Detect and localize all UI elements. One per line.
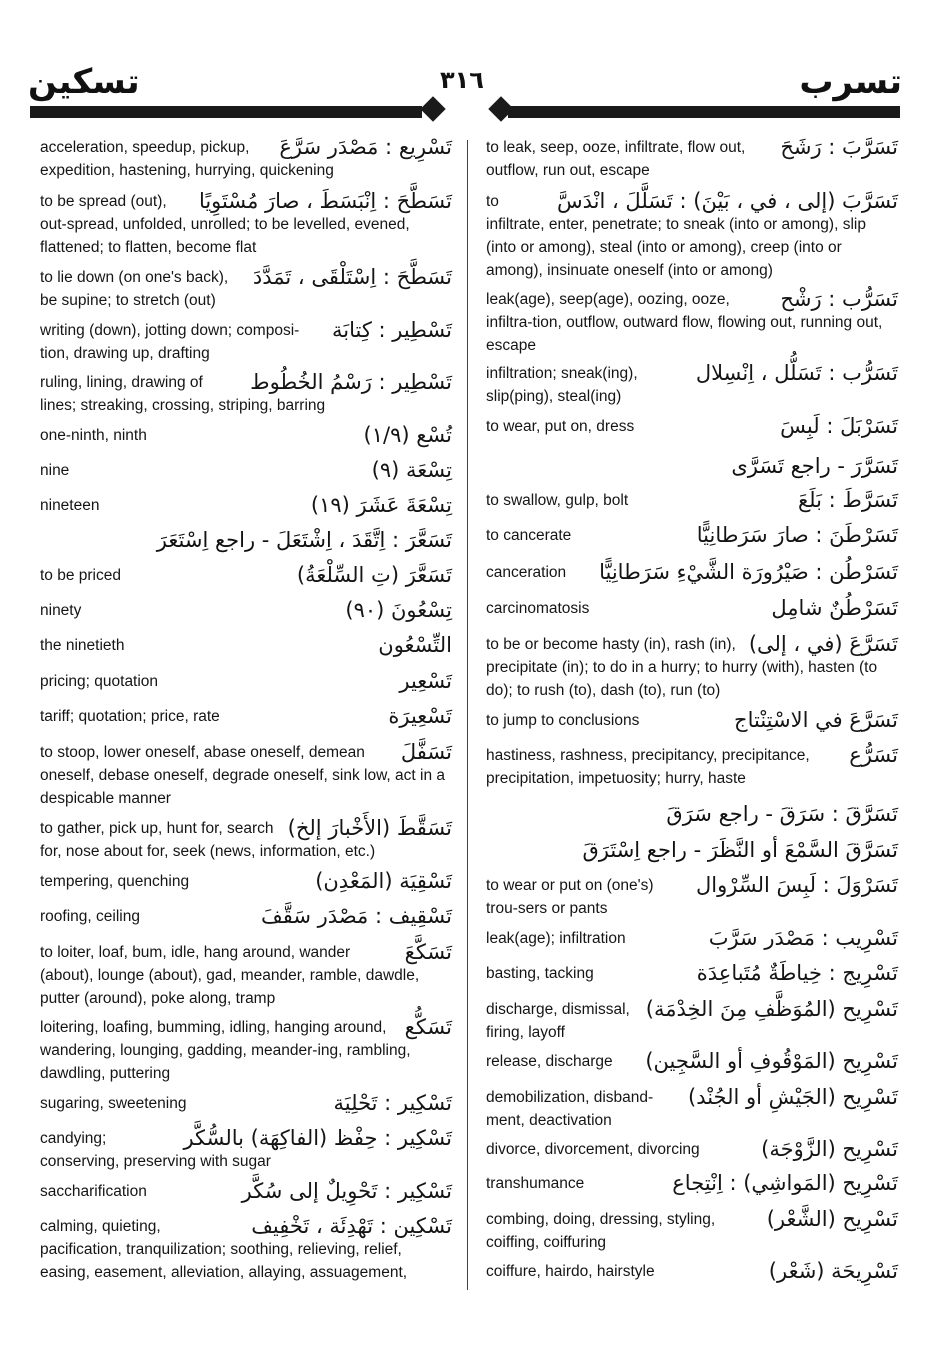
entry-definition bbox=[486, 709, 898, 732]
entry-definition bbox=[40, 266, 452, 312]
dictionary-entry bbox=[486, 1138, 898, 1161]
entry-definition bbox=[40, 941, 452, 1010]
entry-headword: تَسْرِيب : مَصْدَر سَرَّبَ bbox=[708, 926, 898, 950]
dictionary-entry bbox=[40, 1180, 452, 1203]
entry-headword: تَسَرَّعَ في الاسْتِنْتاج bbox=[734, 708, 898, 732]
diamond-ornament bbox=[420, 96, 445, 121]
entry-definition bbox=[40, 599, 452, 622]
entry-definition-text: to be or become hasty (in), rash (in), precipitate (in); to do in a hurry; to hurry (with), hasten (to do); to rush (to), dash (to), run (to) bbox=[486, 636, 878, 699]
dictionary-entry bbox=[40, 371, 452, 417]
dictionary-entry bbox=[40, 870, 452, 893]
dictionary-entry bbox=[40, 459, 452, 482]
dictionary-entry bbox=[40, 319, 452, 365]
entry-headword: تَسَكَّعَ bbox=[404, 940, 452, 964]
entry-definition-text: demobilization, disband-ment, deactivation bbox=[486, 1089, 654, 1129]
entry-definition bbox=[40, 371, 452, 417]
entry-definition bbox=[486, 1260, 898, 1283]
dictionary-entry bbox=[486, 288, 898, 357]
entry-definition bbox=[486, 1172, 898, 1195]
entry-headword: تَسَقَّطَ (الأَخْبارَ إلخ) bbox=[287, 816, 452, 840]
entry-headword: تَسَرَّعَ (في ، إلى) bbox=[748, 632, 898, 656]
entry-headword: تَسْرِيع : مَصْدَر سَرَّعَ bbox=[279, 135, 452, 159]
entry-definition bbox=[40, 1092, 452, 1115]
entry-headword: تَسْرِيح (المَوْقُوفِ أو السَّجِين) bbox=[645, 1049, 898, 1073]
entry-definition bbox=[40, 564, 452, 587]
entry-headword: تَسْكِير : تَحْلِيَة bbox=[333, 1091, 452, 1115]
entry-definition bbox=[486, 489, 898, 512]
entry-definition bbox=[40, 1016, 452, 1085]
entry-definition-text: transhumance bbox=[486, 1175, 585, 1192]
entry-definition-text: the ninetieth bbox=[40, 637, 125, 654]
dictionary-entry bbox=[486, 415, 898, 438]
entry-definition-text: carcinomatosis bbox=[486, 600, 590, 617]
dictionary-entry bbox=[486, 597, 898, 620]
entry-definition-text: sugaring, sweetening bbox=[40, 1095, 187, 1112]
entry-definition bbox=[486, 633, 898, 702]
entry-definition-text: discharge, dismissal, firing, layoff bbox=[486, 1001, 630, 1041]
entry-headword: تَسَرَّبَ (إلى ، في ، بَيْنَ) : تَسَلَّلَ ، انْدَسَّ bbox=[556, 189, 898, 213]
entry-definition-text: roofing, ceiling bbox=[40, 908, 140, 925]
entry-definition-text: to infiltrate, enter, penetrate; to sneak (into or among), slip (into or among), steal (into or among), creep (into or among), insinuate oneself (into or among) bbox=[486, 193, 866, 279]
entry-definition bbox=[486, 1086, 898, 1132]
dictionary-entry bbox=[40, 190, 452, 259]
entry-definition bbox=[486, 1138, 898, 1161]
entry-definition-text: coiffure, hairdo, hairstyle bbox=[486, 1263, 655, 1280]
entry-headword: تَسْطِير : كِتابَة bbox=[332, 318, 452, 342]
entry-definition bbox=[40, 190, 452, 259]
entry-headword: تَسَرَّقَ : سَرَقَ - راجع سَرَقَ bbox=[666, 802, 898, 826]
entry-definition bbox=[40, 905, 452, 928]
entry-definition bbox=[486, 874, 898, 920]
entry-definition-text: tariff; quotation; price, rate bbox=[40, 708, 220, 725]
entry-headword: تَسْعِيرَة bbox=[388, 704, 452, 728]
entry-definition-text: to jump to conclusions bbox=[486, 712, 640, 729]
entry-headword: تَسْكِير : تَحْوِيلٌ إلى سُكَّر bbox=[241, 1179, 452, 1203]
dictionary-entry bbox=[40, 634, 452, 657]
dictionary-entry bbox=[40, 1215, 452, 1284]
entry-definition bbox=[486, 1050, 898, 1073]
entry-headword: تَسَرْطُن : صَيْرُورَة الشَّيْءِ سَرَطانِيًّا bbox=[599, 560, 898, 584]
entry-definition bbox=[486, 927, 898, 950]
entry-headword: تَسْرِيح (الزَّوْجَة) bbox=[761, 1137, 898, 1161]
entry-headword: تَسْعِير bbox=[399, 669, 452, 693]
entry-definition-text: to wear or put on (one's) trou-sers or pants bbox=[486, 877, 654, 917]
entry-definition bbox=[486, 136, 898, 182]
dictionary-entry bbox=[486, 800, 898, 828]
dictionary-entry bbox=[40, 670, 452, 693]
header-rule-right bbox=[508, 106, 900, 118]
entry-definition bbox=[40, 459, 452, 482]
entry-definition bbox=[40, 741, 452, 810]
dictionary-entry bbox=[486, 744, 898, 790]
dictionary-entry bbox=[40, 266, 452, 312]
entry-definition bbox=[40, 136, 452, 182]
dictionary-entry bbox=[40, 424, 452, 447]
entry-definition bbox=[40, 870, 452, 893]
entry-definition bbox=[486, 1208, 898, 1254]
entry-headword: تَسْرِيح (المَواشِي) : اِنْتِجاع bbox=[672, 1171, 898, 1195]
entry-definition-text: tempering, quenching bbox=[40, 873, 190, 890]
entry-definition-text: combing, doing, dressing, styling, coiffing, coiffuring bbox=[486, 1211, 716, 1251]
entry-headword: تِسْعَة (٩) bbox=[371, 458, 452, 482]
entry-definition bbox=[40, 1215, 452, 1284]
dictionary-entry bbox=[486, 1208, 898, 1254]
entry-headword: تَسَعَّرَ (تِ السِّلْعَةُ) bbox=[296, 563, 452, 587]
entry-definition-text: infiltration; sneak(ing), slip(ping), steal(ing) bbox=[486, 365, 638, 405]
entry-definition-text: hastiness, rashness, precipitancy, precipitance, precipitation, impetuosity; hurry, haste bbox=[486, 747, 810, 787]
entry-definition-text: candying; conserving, preserving with sugar bbox=[40, 1130, 271, 1170]
entry-definition-text: to lie down (on one's back), be supine; to stretch (out) bbox=[40, 269, 229, 309]
entry-definition bbox=[486, 744, 898, 790]
entry-definition-text: pricing; quotation bbox=[40, 673, 159, 690]
entry-definition-text: one-ninth, ninth bbox=[40, 427, 147, 444]
dictionary-entry bbox=[486, 561, 898, 584]
dictionary-entry bbox=[40, 564, 452, 587]
dictionary-entry bbox=[486, 998, 898, 1044]
column-divider bbox=[467, 140, 468, 1290]
entry-definition bbox=[486, 524, 898, 547]
dictionary-entry bbox=[486, 452, 898, 480]
entry-headword: تَسَرُّب : رَشْح bbox=[780, 287, 898, 311]
dictionary-entry bbox=[486, 524, 898, 547]
entry-definition bbox=[486, 561, 898, 584]
entry-headword: تَسْقِيف : مَصْدَر سَقَّفَ bbox=[261, 904, 452, 928]
entry-headword: تَسْطِير : رَسْمُ الخُطُوط bbox=[250, 370, 452, 394]
dictionary-entry bbox=[486, 1086, 898, 1132]
dictionary-entry bbox=[40, 599, 452, 622]
entry-definition bbox=[486, 362, 898, 408]
entry-headword: تَسْرِيح (المُوَظَّفِ مِنَ الخِدْمَة) bbox=[645, 997, 898, 1021]
dictionary-entry bbox=[40, 705, 452, 728]
entry-definition-text: release, discharge bbox=[486, 1053, 613, 1070]
dictionary-entry bbox=[486, 1050, 898, 1073]
entry-headword: تَسَطَّحَ : اِسْتَلْقَى ، تَمَدَّدَ bbox=[252, 265, 452, 289]
entry-definition-text: to wear, put on, dress bbox=[486, 418, 635, 435]
entry-definition-text: nineteen bbox=[40, 497, 100, 514]
entry-headword: تَسَرَّرَ - راجع تَسَرَّى bbox=[731, 454, 898, 478]
dictionary-entry bbox=[40, 136, 452, 182]
entry-definition-text: acceleration, speedup, pickup, expedition, hastening, hurrying, quickening bbox=[40, 139, 334, 179]
entry-headword: تَسَرْطَنَ : صارَ سَرَطانِيًّا bbox=[696, 523, 898, 547]
dictionary-entry bbox=[486, 709, 898, 732]
guide-word-right: تسرب bbox=[799, 62, 902, 102]
entry-definition-text: to leak, seep, ooze, infiltrate, flow out, outflow, run out, escape bbox=[486, 139, 746, 179]
entry-definition bbox=[40, 670, 452, 693]
dictionary-entry bbox=[40, 741, 452, 810]
entry-headword: تَسَرْوَلَ : لَبِسَ السِّرْوال bbox=[696, 873, 898, 897]
page-number: ٣١٦ bbox=[440, 66, 484, 94]
dictionary-entry bbox=[40, 941, 452, 1010]
entry-definition-text: saccharification bbox=[40, 1183, 147, 1200]
entry-definition-text: leak(age); infiltration bbox=[486, 930, 626, 947]
guide-word-left: تسكين bbox=[28, 62, 140, 102]
dictionary-entry bbox=[486, 836, 898, 864]
dictionary-entry bbox=[486, 633, 898, 702]
dictionary-entry bbox=[40, 817, 452, 863]
entry-definition bbox=[40, 1127, 452, 1173]
entry-headword: التِّسْعُون bbox=[378, 633, 452, 657]
entry-definition-text: divorce, divorcement, divorcing bbox=[486, 1141, 700, 1158]
entry-headword: تَسَرْبَلَ : لَبِسَ bbox=[780, 414, 898, 438]
entry-headword: تَسَكُّع bbox=[404, 1015, 452, 1039]
entry-headword: تِسْعُونَ (٩٠) bbox=[345, 598, 452, 622]
dictionary-entry bbox=[486, 874, 898, 920]
dictionary-entry bbox=[40, 1127, 452, 1173]
entry-headword: تَسَعَّرَ : اِتَّقَدَ ، اِشْتَعَلَ - راجع اِسْتَعَرَ bbox=[156, 528, 452, 552]
entry-definition-text: canceration bbox=[486, 564, 567, 581]
entry-definition-text: to be spread (out), out-spread, unfolded, unrolled; to be levelled, evened, flattened; to flatten, become flat bbox=[40, 193, 410, 256]
entry-definition bbox=[40, 319, 452, 365]
entry-definition-text: to be priced bbox=[40, 567, 121, 584]
entry-definition bbox=[486, 288, 898, 357]
entry-headword: تَسَطَّحَ : اِنْبَسَطَ ، صارَ مُسْتَوِيًا bbox=[198, 189, 452, 213]
entry-definition bbox=[40, 705, 452, 728]
header-rule-left bbox=[30, 106, 422, 118]
entry-definition-text: loitering, loafing, bumming, idling, hanging around, wandering, lounging, gadding, meander-ing, rambling, dawdling, puttering bbox=[40, 1019, 411, 1082]
entry-definition-text: to cancerate bbox=[486, 527, 572, 544]
entry-definition-text: basting, tacking bbox=[486, 965, 594, 982]
entry-headword: تَسْرِيح (الشَّعْر) bbox=[766, 1207, 898, 1231]
dictionary-entry bbox=[40, 905, 452, 928]
entry-headword: تِسْعَةَ عَشَرَ (١٩) bbox=[310, 493, 452, 517]
entry-headword: تَسْرِيحَة (شَعْر) bbox=[768, 1259, 898, 1283]
page-header bbox=[0, 0, 942, 135]
dictionary-entry bbox=[486, 489, 898, 512]
entry-headword: تَسْكِين : تَهْدِئَة ، تَخْفِيف bbox=[251, 1214, 452, 1238]
entry-definition-text: to stoop, lower oneself, abase oneself, demean oneself, debase oneself, degrade oneself, sink low, act in a despicable manner bbox=[40, 744, 445, 807]
dictionary-entry bbox=[40, 1016, 452, 1085]
dictionary-entry bbox=[40, 494, 452, 517]
dictionary-entry bbox=[40, 526, 452, 554]
entry-definition bbox=[486, 415, 898, 438]
entry-headword: تُسْع (١/٩) bbox=[363, 423, 452, 447]
dictionary-entry bbox=[486, 190, 898, 282]
entry-headword: تَسَرَّقَ السَّمْعَ أو النَّظَرَ - راجع اِسْتَرَقَ bbox=[582, 838, 898, 862]
entry-headword: تَسَرَّطَ : بَلَعَ bbox=[798, 488, 898, 512]
entry-definition bbox=[40, 634, 452, 657]
entry-definition bbox=[40, 817, 452, 863]
entry-definition-text: calming, quieting, pacification, tranquilization; soothing, relieving, relief, easing, easement, alleviation, allaying, assuagement, bbox=[40, 1218, 408, 1281]
entry-definition bbox=[486, 597, 898, 620]
entry-definition-text: ninety bbox=[40, 602, 82, 619]
entry-headword: تَسْرِيح (الجَيْشِ أو الجُنْد) bbox=[688, 1085, 898, 1109]
entry-definition-text: to loiter, loaf, bum, idle, hang around, wander (about), lounge (about), gad, meander, ramble, dawdle, putter (around), poke along, tramp bbox=[40, 944, 420, 1007]
entry-definition-text: to swallow, gulp, bolt bbox=[486, 492, 629, 509]
entry-definition bbox=[486, 998, 898, 1044]
entry-headword: تَسَرْطُنٌ شامِل bbox=[771, 596, 898, 620]
dictionary-entry bbox=[486, 136, 898, 182]
entry-headword: تَسَرُّب : تَسَلُّل ، اِنْسِلال bbox=[695, 361, 898, 385]
entry-headword: تَسَرُّع bbox=[849, 743, 898, 767]
entry-definition-text: writing (down), jotting down; composi-tion, drawing up, drafting bbox=[40, 322, 300, 362]
dictionary-entry bbox=[486, 362, 898, 408]
entry-definition bbox=[40, 1180, 452, 1203]
dictionary-entry bbox=[486, 1260, 898, 1283]
entry-headword: تَسْرِيج : خِياطَةٌ مُتَباعِدَة bbox=[696, 961, 898, 985]
entry-headword: تَسَرَّبَ : رَشَحَ bbox=[780, 135, 898, 159]
dictionary-entry bbox=[486, 1172, 898, 1195]
entry-definition bbox=[486, 190, 898, 282]
entry-definition bbox=[486, 962, 898, 985]
entry-definition-text: leak(age), seep(age), oozing, ooze, infiltra-tion, outflow, outward flow, flowing out, running out, escape bbox=[486, 291, 883, 354]
entry-definition bbox=[40, 494, 452, 517]
entry-headword: تَسْكِير : حِفْظ (الفاكِهَة) بالسُّكَّر bbox=[183, 1126, 452, 1150]
entry-headword: تَسْقِيَة (المَعْدِن) bbox=[315, 869, 452, 893]
dictionary-entry bbox=[486, 927, 898, 950]
entry-definition-text: nine bbox=[40, 462, 70, 479]
entry-headword: تَسَفَّلَ bbox=[400, 740, 452, 764]
entry-definition bbox=[40, 424, 452, 447]
dictionary-entry bbox=[40, 1092, 452, 1115]
entry-definition-text: ruling, lining, drawing of lines; streaking, crossing, striping, barring bbox=[40, 374, 326, 414]
dictionary-entry bbox=[486, 962, 898, 985]
entry-definition-text: to gather, pick up, hunt for, search for, nose about for, seek (news, information, etc.) bbox=[40, 820, 376, 860]
